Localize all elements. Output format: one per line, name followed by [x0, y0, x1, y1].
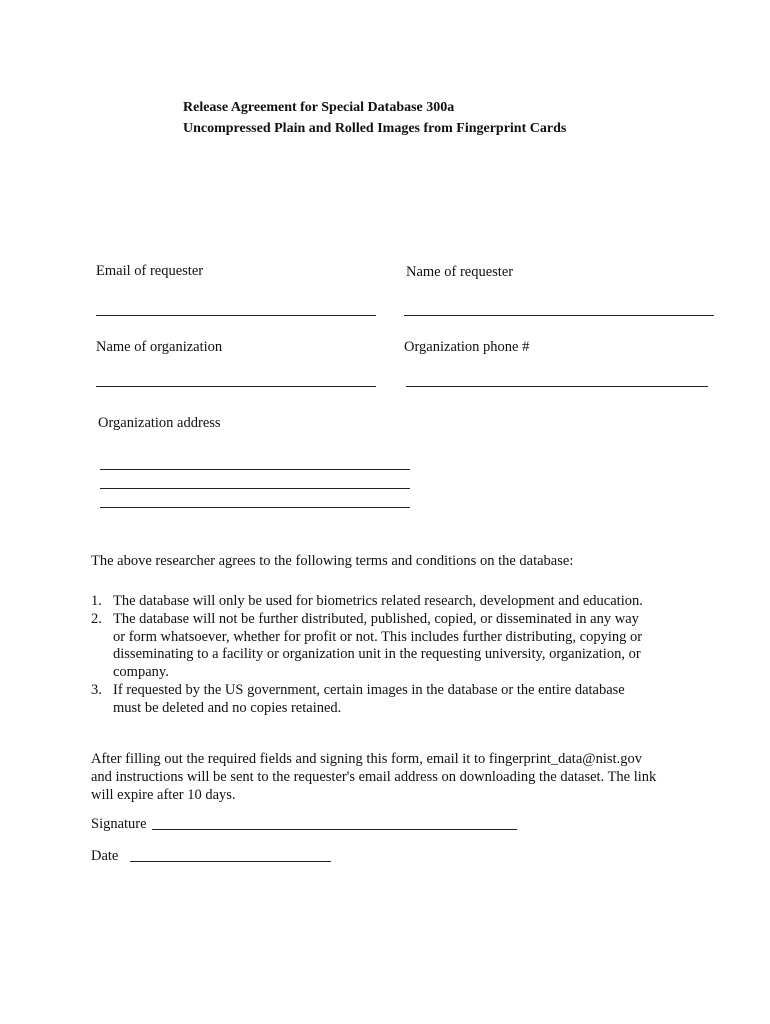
term-number: 2.: [91, 610, 102, 627]
term-text: The database will only be used for biometrics related research, development and education.: [113, 593, 643, 609]
terms-list: [91, 593, 651, 718]
signature-row: [91, 815, 147, 833]
organization-field[interactable]: [96, 386, 376, 387]
date-label: Date: [91, 848, 119, 864]
list-item: [91, 611, 651, 682]
email-field[interactable]: [96, 315, 376, 316]
title-line-2: Uncompressed Plain and Rolled Images from Fingerprint Cards: [183, 121, 567, 136]
list-item: [91, 682, 651, 718]
name-label: Name of requester: [406, 264, 514, 280]
submission-instructions: After filling out the required fields and signing this form, email it to fingerprint_data@nist.gov and instructions will be sent to the requester's email address on downloading the dataset. The link will expire after 10 days.: [91, 751, 657, 803]
address-label: Organization address: [98, 415, 221, 431]
terms-intro: The above researcher agrees to the following terms and conditions on the database:: [91, 553, 574, 569]
term-number: 3.: [91, 681, 102, 698]
list-item: [91, 593, 651, 611]
email-label: Email of requester: [96, 263, 204, 279]
name-field[interactable]: [404, 315, 714, 316]
phone-field[interactable]: [406, 386, 708, 387]
term-text: If requested by the US government, certain images in the database or the entire database must be deleted and no copies retained.: [113, 681, 625, 716]
organization-label: Name of organization: [96, 339, 223, 355]
phone-label: Organization phone #: [404, 339, 530, 355]
date-field[interactable]: [130, 861, 331, 862]
address-field-line-2[interactable]: [100, 488, 410, 489]
signature-field[interactable]: [152, 829, 517, 830]
title-line-1: Release Agreement for Special Database 300a: [183, 100, 455, 115]
term-text: The database will not be further distributed, published, copied, or disseminated in any way or form whatsoever, whether for profit or not. This includes further distributing, copying or disseminating to a facility or organization unit in the requesting university, organization, or company.: [113, 610, 643, 681]
date-row: [91, 847, 118, 865]
term-number: 1.: [91, 593, 102, 609]
document-title: [183, 97, 566, 139]
address-field-line-3[interactable]: [100, 507, 410, 508]
address-field-line-1[interactable]: [100, 469, 410, 470]
signature-label: Signature: [91, 816, 147, 832]
